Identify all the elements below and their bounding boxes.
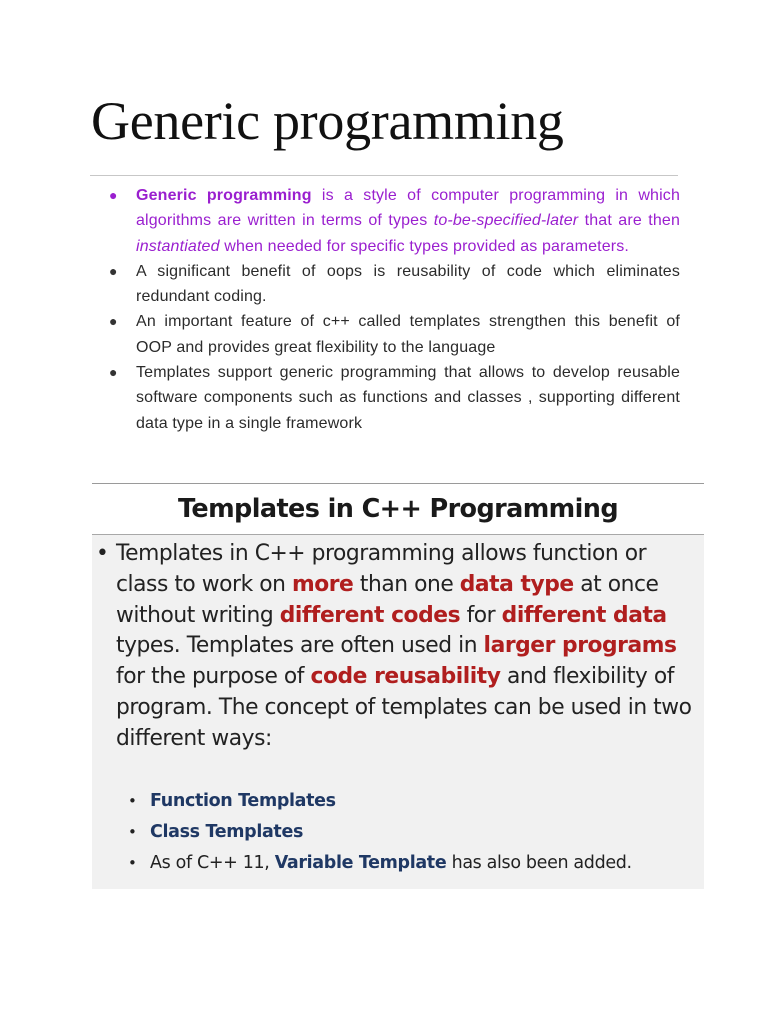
slide-image: [92, 483, 704, 889]
text-run: than one: [353, 571, 460, 597]
bullet-text: Templates support generic programming that allows to develop reusable software components such as functions and classes , supporting different data type in a single framework: [136, 364, 680, 432]
bullet-marker: ●: [109, 187, 118, 203]
bullet-item-reusability: [108, 259, 680, 310]
text-run: Templates in C++ programming allows function or class to work on: [116, 541, 647, 597]
slide-sub-item-function-templates: [126, 786, 696, 817]
sub-item-prefix: As of C++ 11,: [150, 853, 275, 873]
sub-item-label: Function Templates: [150, 791, 336, 811]
bullet-item-generic-programming: [108, 183, 680, 259]
text-run: at once without writing: [116, 571, 659, 628]
highlight-term: more: [291, 571, 354, 597]
bullet-item-templates-feature: [108, 309, 680, 360]
sub-item-suffix: has also been added.: [446, 853, 632, 873]
sub-bullet-marker: •: [128, 823, 137, 841]
highlight-term: larger programs: [483, 633, 677, 659]
text-run: types. Templates are often used in: [116, 633, 484, 659]
sub-bullet-marker: •: [128, 792, 137, 810]
slide-bullet-marker: •: [96, 541, 109, 566]
sub-item-label: Class Templates: [150, 822, 304, 842]
bullet-text: A significant benefit of oops is reusability of code which eliminates redundant coding.: [136, 262, 680, 306]
bold-term: Generic programming: [136, 187, 312, 204]
text-run: for the purpose of: [116, 664, 311, 690]
text-run: for: [460, 602, 502, 628]
slide-sub-item-class-templates: [126, 817, 696, 848]
highlight-term: different codes: [279, 602, 461, 628]
text-run: and flexibility of program. The concept of templates can be used in two different ways:: [116, 664, 692, 751]
title-divider: [90, 175, 678, 176]
highlight-term: code reusability: [310, 664, 501, 690]
bullet-text: [136, 183, 680, 259]
sub-item-label: Variable Template: [274, 853, 447, 873]
bullet-list: [108, 183, 680, 436]
sub-bullet-marker: •: [128, 854, 137, 872]
highlight-term: different data: [501, 602, 667, 628]
text-run: that are then: [578, 212, 680, 230]
page-title: Generic programming: [91, 91, 564, 151]
bullet-marker: ●: [109, 262, 118, 279]
bullet-marker: ●: [109, 364, 118, 381]
slide-paragraph: [96, 539, 696, 755]
italic-term: instantiated: [136, 237, 220, 255]
italic-term: to-be-specified-later: [433, 212, 579, 230]
slide-sub-list: [126, 786, 696, 879]
slide-paragraph-text: [96, 539, 696, 755]
bullet-marker: ●: [109, 313, 118, 330]
slide-sub-item-variable-template: [126, 848, 696, 879]
bullet-text: An important feature of c++ called templates strengthen this benefit of OOP and provides great flexibility to the language: [136, 313, 680, 356]
bullet-item-templates-support: [108, 360, 680, 436]
highlight-term: data type: [459, 571, 574, 597]
text-run: is a style of computer programming in which algorithms are written in terms of types: [136, 187, 681, 230]
text-run: when needed for specific types provided as parameters.: [219, 237, 629, 255]
slide-heading: Templates in C++ Programming: [92, 484, 704, 535]
